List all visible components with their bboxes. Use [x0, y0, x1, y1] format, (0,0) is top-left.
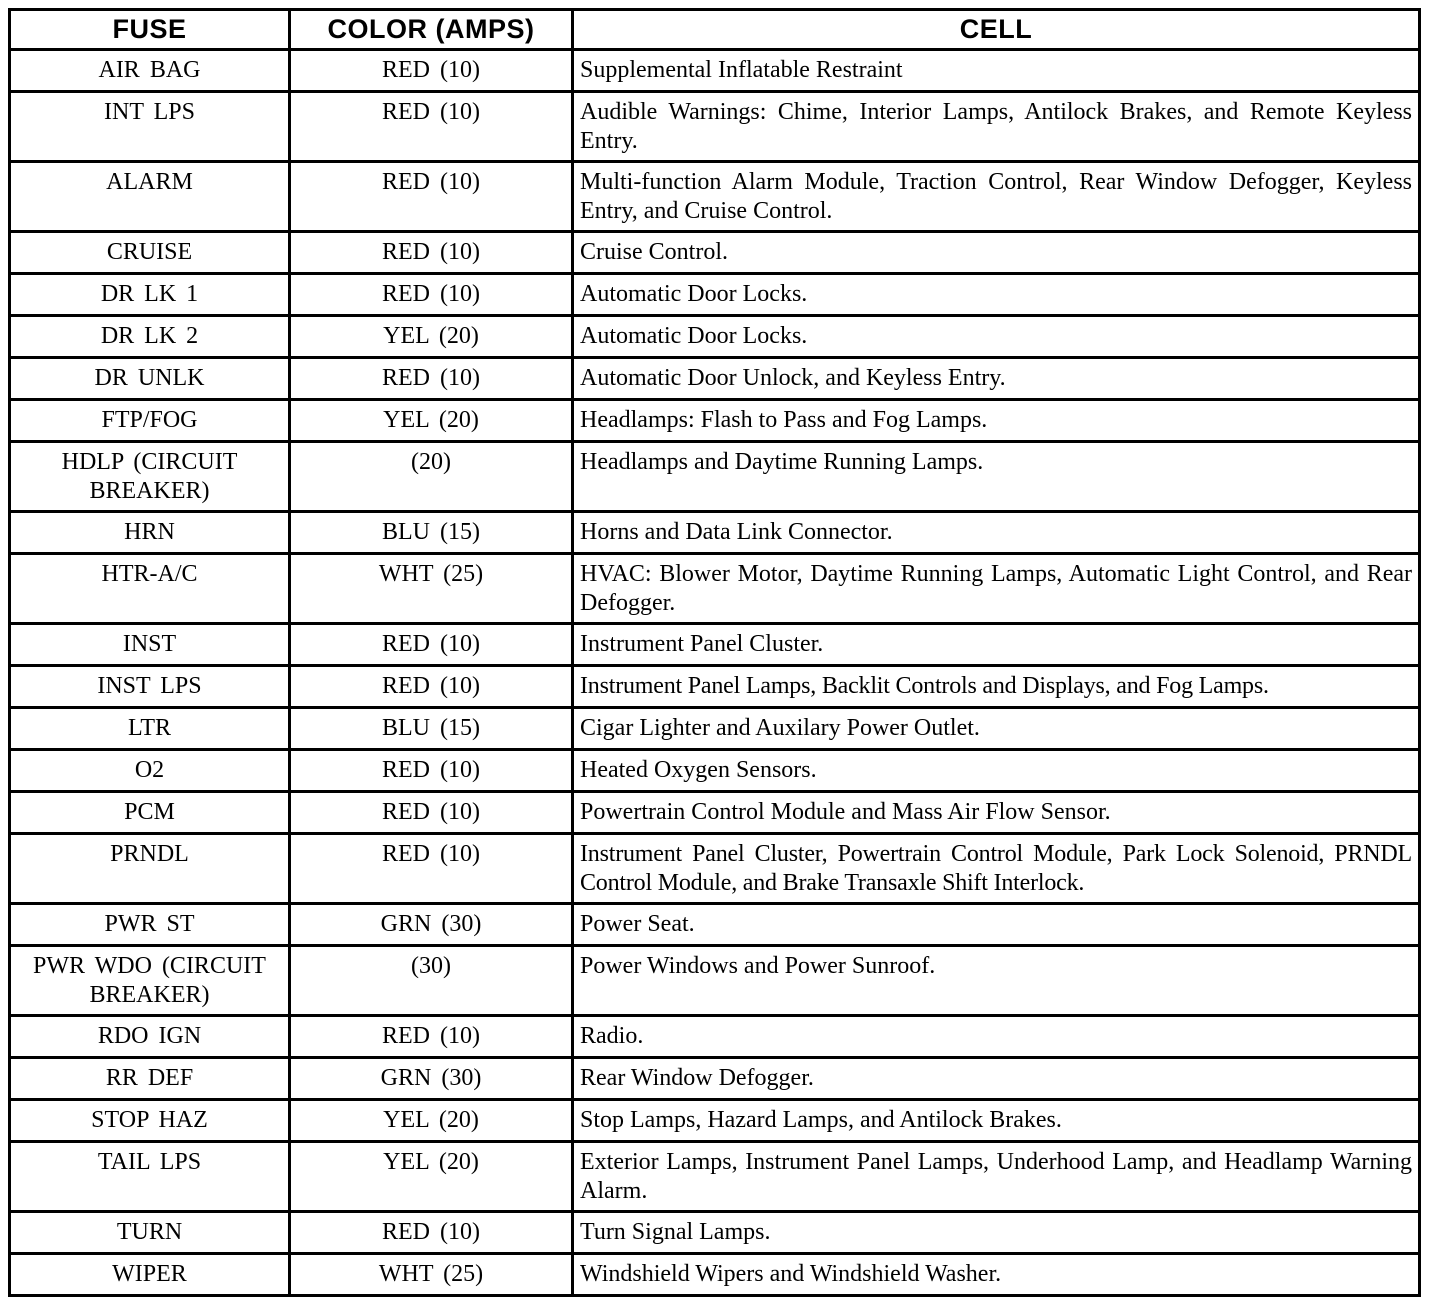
table-row: [10, 554, 1420, 624]
fuse-circuit: Automatic Door Locks.: [573, 316, 1420, 358]
fuse-color-amps: YEL (20): [290, 400, 573, 442]
fuse-name: RDO IGN: [10, 1016, 290, 1058]
fuse-circuit: Headlamps: Flash to Pass and Fog Lamps.: [573, 400, 1420, 442]
fuse-color-amps: RED (10): [290, 50, 573, 92]
fuse-circuit: Turn Signal Lamps.: [573, 1212, 1420, 1254]
table-row: [10, 1058, 1420, 1100]
table-row: [10, 512, 1420, 554]
fuse-name: INST LPS: [10, 666, 290, 708]
fuse-circuit: Powertrain Control Module and Mass Air Flow Sensor.: [573, 792, 1420, 834]
fuse-color-amps: GRN (30): [290, 904, 573, 946]
table-row: [10, 50, 1420, 92]
table-row: [10, 1100, 1420, 1142]
table-row: [10, 442, 1420, 512]
fuse-color-amps: (30): [290, 946, 573, 1016]
fuse-name: INT LPS: [10, 92, 290, 162]
table-row: [10, 232, 1420, 274]
table-row: [10, 708, 1420, 750]
fuse-circuit: Automatic Door Unlock, and Keyless Entry.: [573, 358, 1420, 400]
table-row: [10, 1254, 1420, 1296]
fuse-name: PRNDL: [10, 834, 290, 904]
fuse-circuit: Instrument Panel Cluster, Powertrain Control Module, Park Lock Solenoid, PRNDL Control Module, and Brake Transaxle Shift Interlock.: [573, 834, 1420, 904]
fuse-color-amps: YEL (20): [290, 316, 573, 358]
table-row: [10, 316, 1420, 358]
fuse-circuit: Instrument Panel Lamps, Backlit Controls and Displays, and Fog Lamps.: [573, 666, 1420, 708]
header-cell: CELL: [573, 10, 1420, 50]
table-body: [10, 50, 1420, 1296]
table-row: [10, 274, 1420, 316]
fuse-color-amps: (20): [290, 442, 573, 512]
fuse-circuit: Audible Warnings: Chime, Interior Lamps, Antilock Brakes, and Remote Keyless Entry.: [573, 92, 1420, 162]
fuse-color-amps: RED (10): [290, 1016, 573, 1058]
table-row: [10, 750, 1420, 792]
fuse-circuit: Headlamps and Daytime Running Lamps.: [573, 442, 1420, 512]
table-row: [10, 624, 1420, 666]
fuse-color-amps: RED (10): [290, 274, 573, 316]
fuse-color-amps: RED (10): [290, 750, 573, 792]
fuse-circuit: Power Seat.: [573, 904, 1420, 946]
fuse-circuit: Multi-function Alarm Module, Traction Control, Rear Window Defogger, Keyless Entry, and Cruise Control.: [573, 162, 1420, 232]
fuse-circuit: Cigar Lighter and Auxilary Power Outlet.: [573, 708, 1420, 750]
fuse-name: TURN: [10, 1212, 290, 1254]
fuse-color-amps: RED (10): [290, 92, 573, 162]
fuse-circuit: Heated Oxygen Sensors.: [573, 750, 1420, 792]
fuse-circuit: Rear Window Defogger.: [573, 1058, 1420, 1100]
table-row: [10, 400, 1420, 442]
fuse-name: DR UNLK: [10, 358, 290, 400]
fuse-circuit: HVAC: Blower Motor, Daytime Running Lamps, Automatic Light Control, and Rear Defogger.: [573, 554, 1420, 624]
fuse-circuit: Instrument Panel Cluster.: [573, 624, 1420, 666]
table-row: [10, 1212, 1420, 1254]
fuse-circuit: Automatic Door Locks.: [573, 274, 1420, 316]
fuse-name: O2: [10, 750, 290, 792]
table-row: [10, 162, 1420, 232]
fuse-color-amps: RED (10): [290, 162, 573, 232]
table-row: [10, 946, 1420, 1016]
fuse-name: PWR ST: [10, 904, 290, 946]
fuse-name: LTR: [10, 708, 290, 750]
table-row: [10, 792, 1420, 834]
fuse-circuit: Horns and Data Link Connector.: [573, 512, 1420, 554]
table-row: [10, 92, 1420, 162]
table-row: [10, 1142, 1420, 1212]
fuse-color-amps: RED (10): [290, 358, 573, 400]
fuse-name: DR LK 2: [10, 316, 290, 358]
table-row: [10, 666, 1420, 708]
table-row: [10, 834, 1420, 904]
table-row: [10, 904, 1420, 946]
fuse-circuit: Radio.: [573, 1016, 1420, 1058]
fuse-name: ALARM: [10, 162, 290, 232]
fuse-color-amps: RED (10): [290, 792, 573, 834]
fuse-name: FTP/FOG: [10, 400, 290, 442]
fuse-name: AIR BAG: [10, 50, 290, 92]
fuse-color-amps: BLU (15): [290, 708, 573, 750]
fuse-name: TAIL LPS: [10, 1142, 290, 1212]
fuse-name: PWR WDO (CIRCUIT BREAKER): [10, 946, 290, 1016]
table-header: [10, 10, 1420, 50]
table-row: [10, 1016, 1420, 1058]
fuse-circuit: Windshield Wipers and Windshield Washer.: [573, 1254, 1420, 1296]
fuse-name: DR LK 1: [10, 274, 290, 316]
fuse-color-amps: RED (10): [290, 232, 573, 274]
table-row: [10, 358, 1420, 400]
header-row: [10, 10, 1420, 50]
header-color-amps: COLOR (AMPS): [290, 10, 573, 50]
header-fuse: FUSE: [10, 10, 290, 50]
fuse-name: RR DEF: [10, 1058, 290, 1100]
fuse-name: WIPER: [10, 1254, 290, 1296]
fuse-table: [8, 8, 1421, 1297]
fuse-color-amps: BLU (15): [290, 512, 573, 554]
fuse-name: HTR-A/C: [10, 554, 290, 624]
fuse-color-amps: WHT (25): [290, 554, 573, 624]
fuse-color-amps: WHT (25): [290, 1254, 573, 1296]
fuse-circuit: Power Windows and Power Sunroof.: [573, 946, 1420, 1016]
fuse-name: HDLP (CIRCUIT BREAKER): [10, 442, 290, 512]
fuse-color-amps: RED (10): [290, 1212, 573, 1254]
fuse-color-amps: RED (10): [290, 624, 573, 666]
fuse-name: INST: [10, 624, 290, 666]
fuse-name: PCM: [10, 792, 290, 834]
fuse-color-amps: YEL (20): [290, 1100, 573, 1142]
fuse-name: STOP HAZ: [10, 1100, 290, 1142]
fuse-circuit: Exterior Lamps, Instrument Panel Lamps, Underhood Lamp, and Headlamp Warning Alarm.: [573, 1142, 1420, 1212]
fuse-color-amps: RED (10): [290, 666, 573, 708]
fuse-circuit: Cruise Control.: [573, 232, 1420, 274]
fuse-name: HRN: [10, 512, 290, 554]
fuse-circuit: Stop Lamps, Hazard Lamps, and Antilock Brakes.: [573, 1100, 1420, 1142]
fuse-color-amps: GRN (30): [290, 1058, 573, 1100]
fuse-color-amps: RED (10): [290, 834, 573, 904]
fuse-color-amps: YEL (20): [290, 1142, 573, 1212]
fuse-name: CRUISE: [10, 232, 290, 274]
fuse-circuit: Supplemental Inflatable Restraint: [573, 50, 1420, 92]
